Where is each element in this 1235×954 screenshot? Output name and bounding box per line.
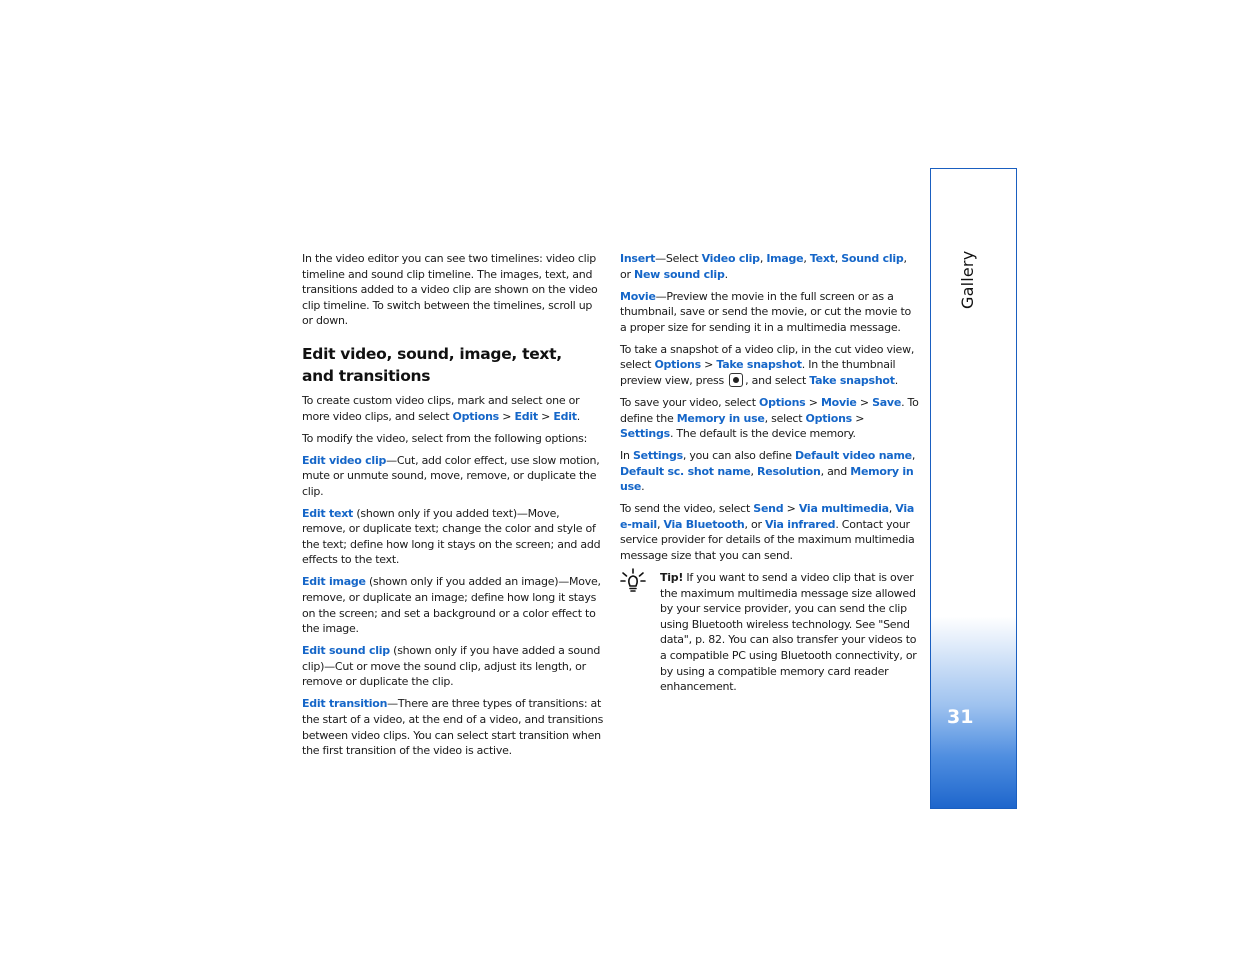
menu-term: Save bbox=[872, 395, 902, 409]
text: > bbox=[856, 395, 873, 409]
text: . bbox=[641, 480, 645, 494]
menu-term: Via infrared bbox=[764, 517, 836, 531]
tip-box bbox=[620, 570, 920, 695]
text: , select bbox=[764, 411, 806, 425]
text: . The default is the device memory. bbox=[669, 427, 856, 441]
menu-term: Sound clip bbox=[841, 252, 904, 265]
heading-line-1: Edit video, sound, image, text, bbox=[302, 344, 562, 363]
menu-term: Options bbox=[759, 395, 806, 409]
text: To save your video, select bbox=[620, 395, 760, 409]
menu-term: Movie bbox=[820, 395, 857, 409]
text: If you want to send a video clip that is over the maximum multimedia message size allowed by your service provider, you can send the clip using Bluetooth wireless technology. See "Send data", p. 82. You can also transfer your videos to a compatible PC using Bluetooth connectivity, or by using a compatible memory card reader enhancement. bbox=[660, 571, 917, 694]
menu-term: Settings bbox=[632, 449, 683, 463]
text: , and bbox=[820, 464, 851, 478]
menu-term: Via multimedia bbox=[798, 502, 889, 516]
menu-term: Via e-mail bbox=[620, 502, 915, 531]
menu-term: Via Bluetooth bbox=[663, 517, 745, 531]
menu-term: Options bbox=[452, 409, 499, 423]
text: , or bbox=[620, 252, 907, 281]
left-column bbox=[302, 251, 606, 765]
settings-paragraph bbox=[620, 448, 920, 495]
menu-term: Text bbox=[809, 252, 835, 265]
menu-term: Video clip bbox=[701, 252, 760, 265]
text: . bbox=[576, 409, 581, 423]
menu-term: Insert bbox=[620, 252, 656, 265]
text: , bbox=[834, 252, 842, 265]
section-heading bbox=[302, 343, 606, 388]
text: . bbox=[724, 267, 728, 281]
menu-term: Send bbox=[753, 502, 784, 516]
menu-term: Edit bbox=[514, 409, 538, 423]
option-desc: (shown only if you added an image)—Move, remove, or duplicate an image; define how long it stays on the screen; and set a background or a color effect to the image. bbox=[302, 575, 601, 636]
snapshot-paragraph bbox=[620, 342, 920, 389]
menu-term: Default sc. shot name bbox=[620, 464, 751, 478]
option-item bbox=[302, 506, 606, 568]
menu-term: Settings bbox=[620, 427, 670, 441]
menu-term: Movie bbox=[620, 289, 656, 303]
page-number: 31 bbox=[947, 706, 974, 728]
option-term: Edit image bbox=[302, 575, 366, 589]
text: , and select bbox=[745, 373, 810, 387]
text: > bbox=[498, 409, 515, 423]
menu-term: Image bbox=[766, 252, 804, 265]
option-item bbox=[302, 453, 606, 500]
text: In bbox=[620, 449, 633, 463]
text: , bbox=[911, 449, 916, 463]
text: . bbox=[894, 373, 898, 387]
send-paragraph bbox=[620, 501, 920, 563]
menu-term: Take snapshot bbox=[716, 358, 802, 372]
text: To take a snapshot of a video clip, in the cut video view, select bbox=[620, 342, 915, 372]
option-term: Edit transition bbox=[302, 697, 388, 711]
menu-term: Options bbox=[654, 358, 701, 372]
text: To create custom video clips, mark and select one or more video clips, and select bbox=[302, 393, 580, 423]
option-term: Edit sound clip bbox=[302, 644, 390, 658]
create-paragraph bbox=[302, 393, 606, 424]
text: > bbox=[537, 409, 554, 423]
option-item bbox=[302, 574, 606, 636]
chapter-sidebar bbox=[930, 168, 1017, 809]
text: . In the thumbnail preview view, press bbox=[620, 358, 896, 387]
option-item bbox=[302, 643, 606, 690]
menu-term: Resolution bbox=[757, 464, 821, 478]
text: —Preview the movie in the full screen or as a thumbnail, save or send the movie, or cut the movie to a proper size for sending it in a multimedia message. bbox=[620, 289, 911, 334]
option-desc: (shown only if you have added a sound clip)—Cut or move the sound clip, adjust its length, or remove or duplicate the clip. bbox=[302, 644, 601, 689]
menu-term: Edit bbox=[553, 409, 577, 423]
selection-key-icon bbox=[729, 373, 743, 387]
text: —Select bbox=[655, 252, 702, 265]
text: . Contact your service provider for details of the maximum multimedia message size that you can send. bbox=[620, 517, 915, 563]
option-desc: (shown only if you added text)—Move, remove, or duplicate text; change the color and style of the text; define how long it stays on the screen; and add effects to the text. bbox=[302, 506, 601, 567]
text: , bbox=[888, 502, 896, 516]
menu-term: Default video name bbox=[795, 449, 912, 463]
text: , you can also define bbox=[682, 449, 796, 463]
modify-paragraph: To modify the video, select from the following options: bbox=[302, 431, 588, 445]
option-term: Edit video clip bbox=[302, 453, 387, 467]
movie-paragraph bbox=[620, 289, 920, 336]
text: > bbox=[700, 358, 717, 372]
text: , bbox=[656, 517, 664, 531]
section-label: Gallery bbox=[958, 250, 977, 309]
text: , bbox=[759, 252, 767, 265]
intro-paragraph: In the video editor you can see two timelines: video clip timeline and sound clip timeline. The images, text, and transitions added to a video clip are shown on the video clip timeline. To switch between the timelines, scroll up or down. bbox=[302, 252, 598, 328]
tip-label: Tip! bbox=[660, 571, 684, 585]
text: To send the video, select bbox=[620, 502, 754, 516]
text: > bbox=[783, 502, 799, 516]
option-term: Edit text bbox=[302, 506, 354, 520]
menu-term: Options bbox=[805, 411, 852, 425]
option-desc: —There are three types of transitions: at the start of a video, at the end of a video, and transitions between video clips. You can select start transition when the first transition of the video is active. bbox=[302, 697, 604, 758]
text: > bbox=[805, 395, 821, 409]
menu-term: Memory in use bbox=[620, 464, 914, 494]
insert-paragraph bbox=[620, 251, 920, 282]
option-item bbox=[302, 696, 606, 758]
text: . To define the bbox=[620, 395, 919, 425]
menu-term: Memory in use bbox=[676, 411, 765, 425]
text: > bbox=[851, 411, 865, 425]
text: , bbox=[803, 252, 810, 265]
save-paragraph bbox=[620, 395, 920, 442]
heading-line-2: and transitions bbox=[302, 367, 431, 386]
tip-text bbox=[660, 570, 920, 695]
lightbulb-icon bbox=[620, 568, 646, 594]
text: , or bbox=[744, 517, 765, 531]
menu-term: New sound clip bbox=[634, 267, 725, 281]
text: , bbox=[750, 464, 758, 478]
right-column bbox=[620, 251, 920, 701]
option-desc: —Cut, add color effect, use slow motion, mute or unmute sound, move, remove, or duplicate the clip. bbox=[302, 453, 600, 498]
menu-term: Take snapshot bbox=[809, 373, 895, 387]
